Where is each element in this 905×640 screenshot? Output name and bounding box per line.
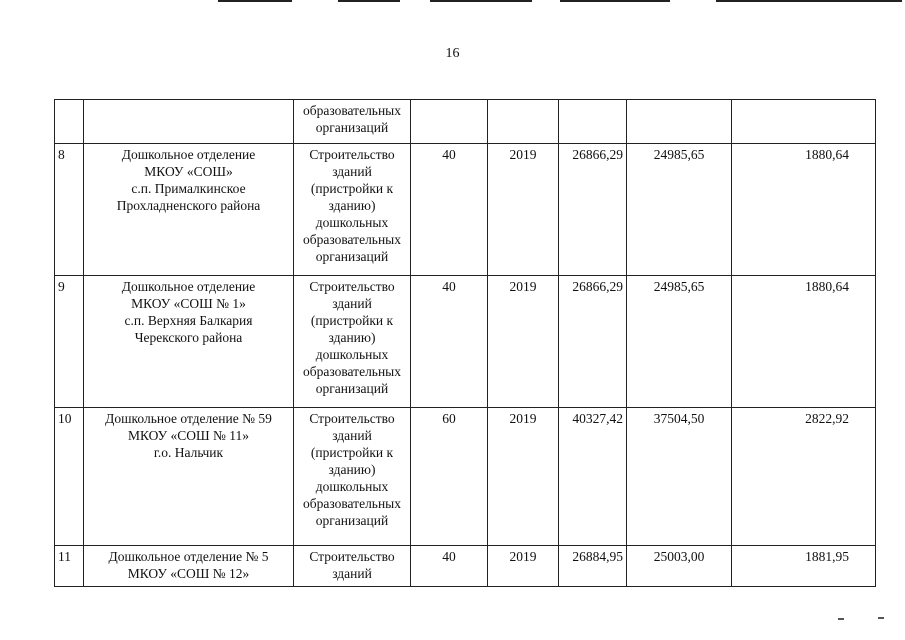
institution-name-cell — [84, 276, 294, 408]
work-type-cell-line: Строительство — [309, 279, 395, 294]
page-number: 16 — [445, 46, 460, 61]
institution-name-cell-line: с.п. Верхняя Балкария — [124, 313, 253, 328]
institution-name-cell-line: Дошкольное отделение — [121, 279, 256, 294]
institution-name-cell — [84, 546, 294, 587]
work-type-cell-line: зданию) — [328, 462, 376, 477]
institution-name-cell — [84, 100, 294, 144]
table-row — [55, 408, 876, 546]
scan-line — [218, 0, 292, 2]
work-type-cell-line: (пристройки к — [310, 181, 394, 196]
work-type-cell-line: (пристройки к — [310, 313, 394, 328]
row-number-cell — [55, 100, 84, 144]
work-type-cell-line: дошкольных — [315, 479, 389, 494]
capacity-cell: 40 — [411, 144, 488, 276]
work-type-cell — [294, 276, 411, 408]
work-type-cell-line: зданию) — [328, 198, 376, 213]
year-cell: 2019 — [488, 144, 559, 276]
table-row — [55, 276, 876, 408]
year-cell: 2019 — [488, 546, 559, 587]
work-type-cell-line: образовательных — [302, 232, 402, 247]
capacity-cell: 40 — [411, 546, 488, 587]
row-number-cell: 8 — [55, 144, 84, 276]
regional-funds-cell: 1880,64 — [732, 144, 876, 276]
regional-funds-cell: 1881,95 — [732, 546, 876, 587]
total-cost-cell: 26884,95 — [559, 546, 627, 587]
table-row — [55, 546, 876, 587]
total-cost-cell: 26866,29 — [559, 276, 627, 408]
institution-name-cell-line: Дошкольное отделение № 59 — [105, 411, 272, 426]
institution-name-cell-line: Черекского района — [134, 330, 243, 345]
scan-speck — [878, 617, 884, 619]
work-type-cell-line: дошкольных — [315, 215, 389, 230]
work-type-cell — [294, 100, 411, 144]
table-row — [55, 100, 876, 144]
work-type-cell-line: (пристройки к — [310, 445, 394, 460]
work-type-cell-line: организаций — [315, 381, 389, 396]
institution-name-cell-line: Дошкольное отделение № 5 — [108, 549, 269, 564]
work-type-cell-line: Строительство — [309, 147, 395, 162]
institution-name-cell-line: МКОУ «СОШ № 1» — [131, 296, 246, 311]
work-type-cell-line: организаций — [315, 120, 389, 135]
total-cost-cell: 40327,42 — [559, 408, 627, 546]
capacity-cell — [411, 100, 488, 144]
capacity-cell: 40 — [411, 276, 488, 408]
work-type-cell-line: Строительство — [309, 411, 395, 426]
row-number-cell: 9 — [55, 276, 84, 408]
regional-funds-cell: 1880,64 — [732, 276, 876, 408]
work-type-cell-line: зданий — [332, 566, 372, 581]
scan-line — [560, 0, 670, 2]
year-cell: 2019 — [488, 408, 559, 546]
work-type-cell — [294, 546, 411, 587]
work-type-cell — [294, 144, 411, 276]
data-table — [54, 99, 876, 587]
work-type-cell-line: образовательных — [302, 496, 402, 511]
federal-funds-cell: 24985,65 — [627, 144, 732, 276]
total-cost-cell — [559, 100, 627, 144]
work-type-cell-line: зданий — [332, 428, 372, 443]
scan-line — [430, 0, 532, 2]
row-number-cell: 10 — [55, 408, 84, 546]
work-type-cell-line: зданий — [332, 296, 372, 311]
year-cell: 2019 — [488, 276, 559, 408]
work-type-cell-line: зданию) — [328, 330, 376, 345]
work-type-cell-line: Строительство — [309, 549, 395, 564]
work-type-cell-line: дошкольных — [315, 347, 389, 362]
capacity-cell: 60 — [411, 408, 488, 546]
institution-name-cell-line: МКОУ «СОШ № 12» — [127, 566, 250, 581]
work-type-cell-line: зданий — [332, 164, 372, 179]
total-cost-cell: 26866,29 — [559, 144, 627, 276]
institution-name-cell-line: г.о. Нальчик — [153, 445, 224, 460]
federal-funds-cell: 37504,50 — [627, 408, 732, 546]
institution-name-cell-line: МКОУ «СОШ» — [144, 164, 233, 179]
regional-funds-cell: 2822,92 — [732, 408, 876, 546]
row-number-cell: 11 — [55, 546, 84, 587]
work-type-cell-line: образовательных — [302, 364, 402, 379]
work-type-cell-line: организаций — [315, 249, 389, 264]
work-type-cell-line: организаций — [315, 513, 389, 528]
work-type-cell — [294, 408, 411, 546]
work-type-cell-line: образовательных — [302, 103, 402, 118]
federal-funds-cell: 25003,00 — [627, 546, 732, 587]
institution-name-cell-line: МКОУ «СОШ № 11» — [127, 428, 250, 443]
table-row — [55, 144, 876, 276]
institution-name-cell-line: с.п. Прималкинское — [131, 181, 246, 196]
scan-speck — [838, 618, 844, 620]
scan-line — [716, 0, 902, 2]
federal-funds-cell: 24985,65 — [627, 276, 732, 408]
scan-line — [338, 0, 400, 2]
regional-funds-cell — [732, 100, 876, 144]
table-body — [55, 100, 876, 587]
year-cell — [488, 100, 559, 144]
institution-name-cell — [84, 144, 294, 276]
federal-funds-cell — [627, 100, 732, 144]
institution-name-cell — [84, 408, 294, 546]
institution-name-cell-line: Дошкольное отделение — [121, 147, 256, 162]
institution-name-cell-line: Прохладненского района — [116, 198, 261, 213]
